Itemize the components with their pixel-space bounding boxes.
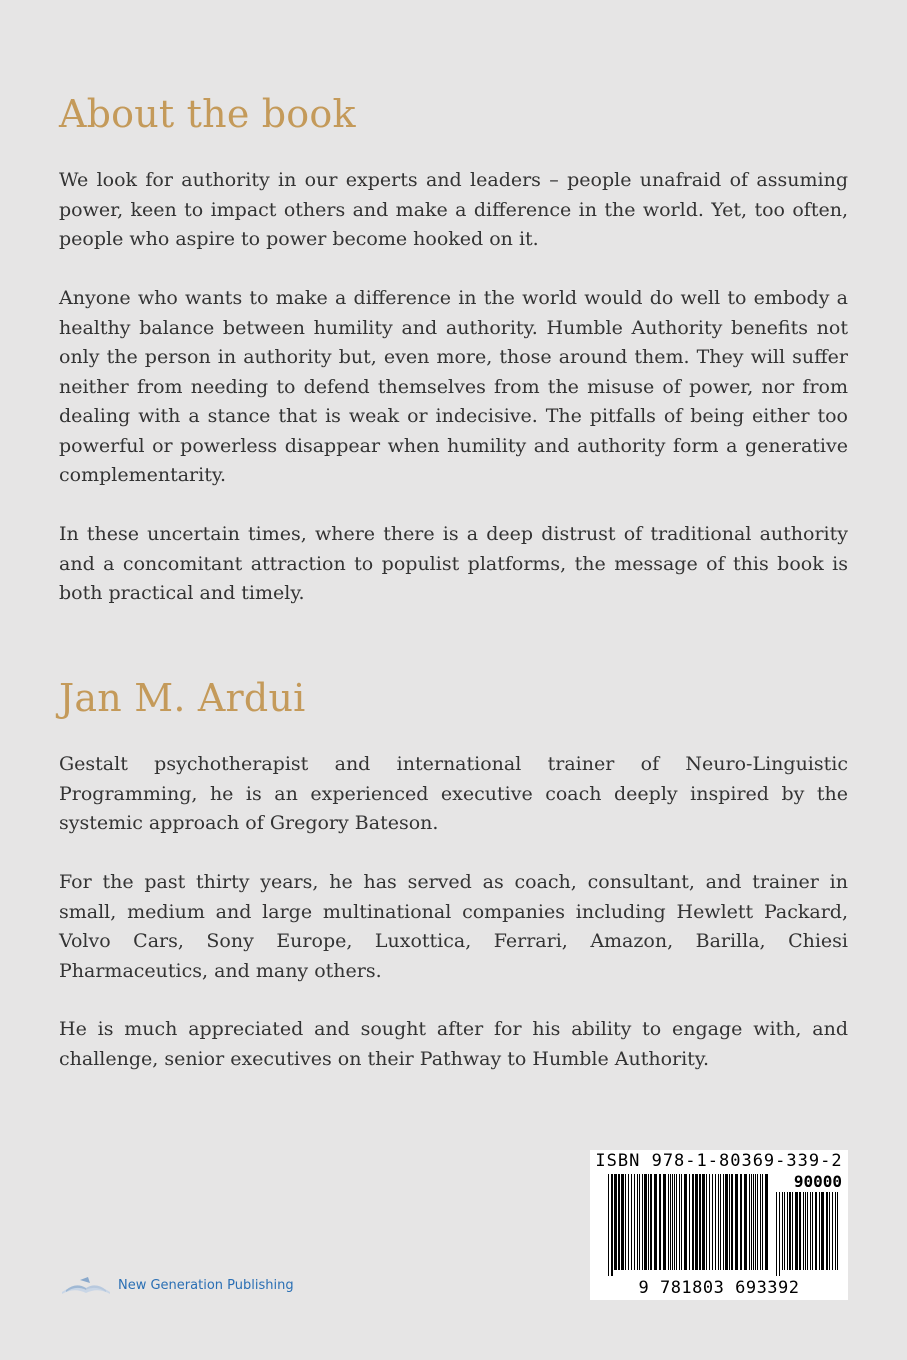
barcode-bar bbox=[837, 1192, 838, 1270]
isbn-label: ISBN 978-1-80369-339-2 bbox=[595, 1151, 843, 1171]
barcode-bar bbox=[782, 1192, 783, 1270]
barcode-bar bbox=[812, 1192, 813, 1270]
author-paragraph: For the past thirty years, he has served as coach, consultant, and trainer in small, medium and large multinational companies including Hewlett Packard, Volvo Cars, Sony Europe, Luxottica, Ferrari, Amazon, Barilla, Chiesi Pharmaceutics, and many others. bbox=[59, 871, 848, 982]
barcode-bar bbox=[792, 1192, 793, 1270]
barcode-bar bbox=[676, 1174, 677, 1270]
barcode-bar bbox=[815, 1192, 817, 1270]
barcode-bar bbox=[715, 1174, 716, 1270]
barcode-bar bbox=[628, 1174, 629, 1270]
barcode-bar bbox=[659, 1174, 661, 1270]
barcode-bar bbox=[803, 1192, 804, 1270]
barcode-bar bbox=[618, 1174, 620, 1270]
barcode-bars bbox=[608, 1174, 768, 1276]
author-paragraph: Gestalt psychotherapist and international trainer of Neuro-Linguistic Programming, he is an experienced executive coach deeply inspired by the systemic approach of Gregory Bateson. bbox=[59, 753, 848, 834]
barcode-bar bbox=[799, 1192, 801, 1270]
barcode-bar bbox=[621, 1174, 624, 1270]
barcode-bar bbox=[684, 1174, 687, 1270]
price-code: 90000 bbox=[793, 1172, 842, 1191]
barcode-bar bbox=[784, 1192, 785, 1270]
barcode-bar bbox=[634, 1174, 635, 1270]
barcode-bar bbox=[668, 1174, 669, 1270]
barcode-bar bbox=[712, 1174, 713, 1270]
barcode-bar bbox=[709, 1174, 710, 1270]
barcode-bar bbox=[695, 1174, 698, 1270]
barcode-bar bbox=[718, 1174, 719, 1270]
barcode-bar bbox=[819, 1192, 820, 1270]
barcode-bar bbox=[835, 1192, 836, 1270]
barcode-bar bbox=[644, 1174, 647, 1270]
barcode-bar bbox=[689, 1174, 690, 1270]
barcode-bar bbox=[762, 1174, 763, 1270]
barcode-bar bbox=[642, 1174, 643, 1270]
barcode-bar bbox=[702, 1174, 705, 1270]
barcode-bar bbox=[810, 1192, 811, 1270]
barcode-bar bbox=[755, 1174, 756, 1270]
publisher-name: New Generation Publishing bbox=[118, 1277, 294, 1293]
barcode-bar bbox=[744, 1174, 747, 1270]
barcode-bar bbox=[625, 1174, 626, 1270]
barcode-bar bbox=[670, 1174, 671, 1270]
price-addon-bars bbox=[776, 1192, 842, 1276]
barcode-bar bbox=[723, 1174, 724, 1270]
barcode-bar bbox=[637, 1174, 638, 1270]
about-heading: About the book bbox=[59, 92, 356, 136]
barcode-bar bbox=[779, 1192, 780, 1276]
barcode-bar bbox=[672, 1174, 673, 1270]
barcode-bar bbox=[795, 1192, 798, 1270]
barcode-bar bbox=[826, 1192, 828, 1270]
barcode-bar bbox=[735, 1174, 738, 1270]
barcode-bar bbox=[650, 1174, 652, 1270]
barcode-bar bbox=[648, 1174, 649, 1270]
isbn-barcode bbox=[590, 1150, 848, 1300]
barcode-bar bbox=[807, 1192, 808, 1270]
about-paragraph: We look for authority in our experts and leaders – people unafraid of assuming power, keen to impact others and make a difference in the world. Yet, too often, people who aspire to power become hooked on it. bbox=[59, 169, 848, 250]
barcode-bar bbox=[692, 1174, 694, 1270]
barcode-bar bbox=[614, 1174, 617, 1270]
barcode-bar bbox=[706, 1174, 707, 1270]
barcode-bar bbox=[639, 1174, 640, 1270]
barcode-bar bbox=[821, 1192, 824, 1270]
barcode-bar bbox=[679, 1174, 680, 1270]
barcode-bar bbox=[765, 1174, 768, 1270]
barcode-bar bbox=[725, 1174, 728, 1270]
barcode-bar bbox=[631, 1174, 632, 1270]
barcode-bar bbox=[720, 1174, 721, 1270]
barcode-bar bbox=[757, 1174, 758, 1270]
barcode-digits: 9 781803 693392 bbox=[638, 1278, 800, 1298]
barcode-bar bbox=[753, 1174, 754, 1270]
barcode-bar bbox=[654, 1174, 657, 1270]
barcode-bar bbox=[789, 1192, 791, 1270]
barcode-bar bbox=[832, 1192, 833, 1270]
author-paragraph: He is much appreciated and sought after for his ability to engage with, and challenge, senior executives on their Pathway to Humble Authority. bbox=[59, 1018, 848, 1070]
barcode-bar bbox=[674, 1174, 675, 1270]
barcode-bar bbox=[663, 1174, 666, 1270]
about-paragraph: In these uncertain times, where there is a deep distrust of traditional authority and a concomitant attraction to populist platforms, the message of this book is both practical and timely. bbox=[59, 523, 848, 604]
author-heading: Jan M. Ardui bbox=[59, 676, 306, 720]
about-paragraph: Anyone who wants to make a difference in the world would do well to embody a healthy balance between humility and authority. Humble Authority benefits not only the person in authority but, even more, those around them. They will suffer neither from needing to defend themselves from the misuse of power, nor from dealing with a stance that is weak or indecisive. The pitfalls of being either too powerful or powerless disappear when humility and authority form a generative complementarity. bbox=[59, 287, 848, 486]
publisher-logo bbox=[60, 1274, 294, 1296]
barcode-bar bbox=[805, 1192, 806, 1270]
barcode-bar bbox=[699, 1174, 701, 1270]
barcode-bar bbox=[608, 1174, 609, 1276]
barcode-bar bbox=[611, 1174, 613, 1276]
barcode-bar bbox=[760, 1174, 761, 1270]
barcode-bar bbox=[740, 1174, 742, 1270]
barcode-bar bbox=[731, 1174, 733, 1270]
barcode-bar bbox=[751, 1174, 752, 1270]
barcode-bar bbox=[776, 1192, 777, 1276]
barcode-bar bbox=[787, 1192, 788, 1270]
barcode-bar bbox=[829, 1192, 830, 1270]
open-book-icon bbox=[60, 1274, 112, 1296]
barcode-bar bbox=[681, 1174, 682, 1270]
barcode-bar bbox=[749, 1174, 750, 1270]
barcode-bar bbox=[729, 1174, 730, 1270]
